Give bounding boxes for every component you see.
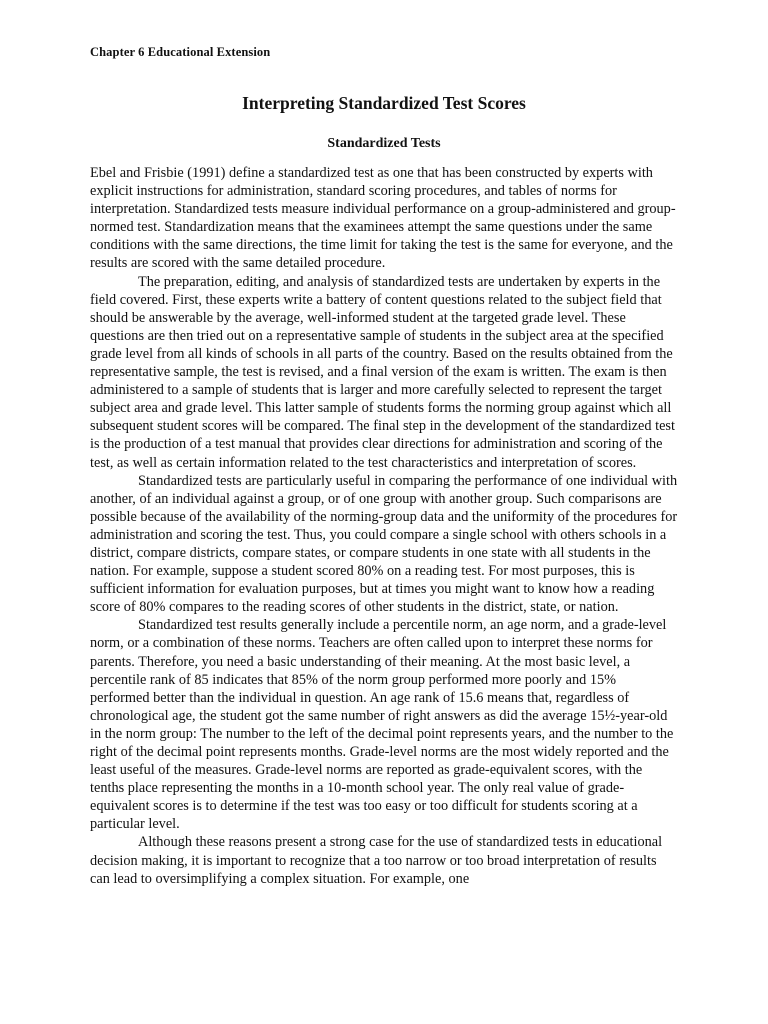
body-text	[90, 164, 678, 888]
document-title: Interpreting Standardized Test Scores	[242, 93, 526, 113]
paragraph: The preparation, editing, and analysis of standardized tests are undertaken by experts in the field covered. First, these experts write a battery of content questions related to the subject field that should be answerable by the average, well-informed student at the targeted grade level. These questions are then tried out on a representative sample of students in the subject area at the specified grade level from all kinds of schools in all parts of the country. Based on the results obtained from the representative sample, the test is revised, and a final version of the exam is written. The exam is then administered to a sample of students that is larger and more carefully selected to represent the target subject area and grade level. This latter sample of students forms the norming group against which all subsequent student scores will be compared. The final step in the development of the standardized test is the production of a test manual that provides clear directions for administration and scoring of the test, as well as certain information related to the test characteristics and interpretation of scores.	[90, 273, 675, 471]
running-header: Chapter 6 Educational Extension	[90, 45, 271, 59]
section-heading: Standardized Tests	[327, 136, 441, 151]
paragraph: Although these reasons present a strong case for the use of standardized tests in educational decision making, it is important to recognize that a too narrow or too broad interpretation of results can lead to oversimplifying a complex situation. For example, one	[90, 834, 663, 887]
paragraph: Standardized test results generally include a percentile norm, an age norm, and a grade-level norm, or a combination of these norms. Teachers are often called upon to interpret these norms for parents. Therefore, you need a basic understanding of their meaning. At the most basic level, a percentile rank of 85 indicates that 85% of the norm group performed more poorly and 15% performed better than the individual in question. An age rank of 15.6 means that, regardless of chronological age, the student got the same number of right answers as did the average 15½-year-old in the norm group: The number to the left of the decimal point represents years, and the number to the right of the decimal point represents months. Grade-level norms are the most widely reported and the least useful of the measures. Grade-level norms are reported as grade-equivalent scores, with the tenths place representing the months in a 10-month school year. The only real value of grade-equivalent scores is to determine if the test was too easy or too difficult for students scoring at a particular level.	[90, 617, 674, 833]
paragraph: Standardized tests are particularly useful in comparing the performance of one individual with another, of an individual against a group, or of one group with another group. Such comparisons are possible because of the availability of the norming-group data and the uniformity of the procedures for administration and scoring the test. Thus, you could compare a single school with others schools in a district, compare districts, compare states, or compare students in one state with all students in the nation. For example, suppose a student scored 80% on a reading test. For most purposes, this is sufficient information for evaluation purposes, but at times you might want to know how a reading score of 80% compares to the reading scores of other students in the district, state, or nation.	[90, 472, 678, 616]
paragraph: Ebel and Frisbie (1991) define a standardized test as one that has been constructed by experts with explicit instructions for administration, standard scoring procedures, and tables of norms for interpretation. Standardized tests measure individual performance on a group-administered and group-normed test. Standardization means that the examinees attempt the same questions under the same conditions with the same directions, the time limit for taking the test is the same for everyone, and the results are scored with the same detailed procedure.	[90, 165, 676, 272]
